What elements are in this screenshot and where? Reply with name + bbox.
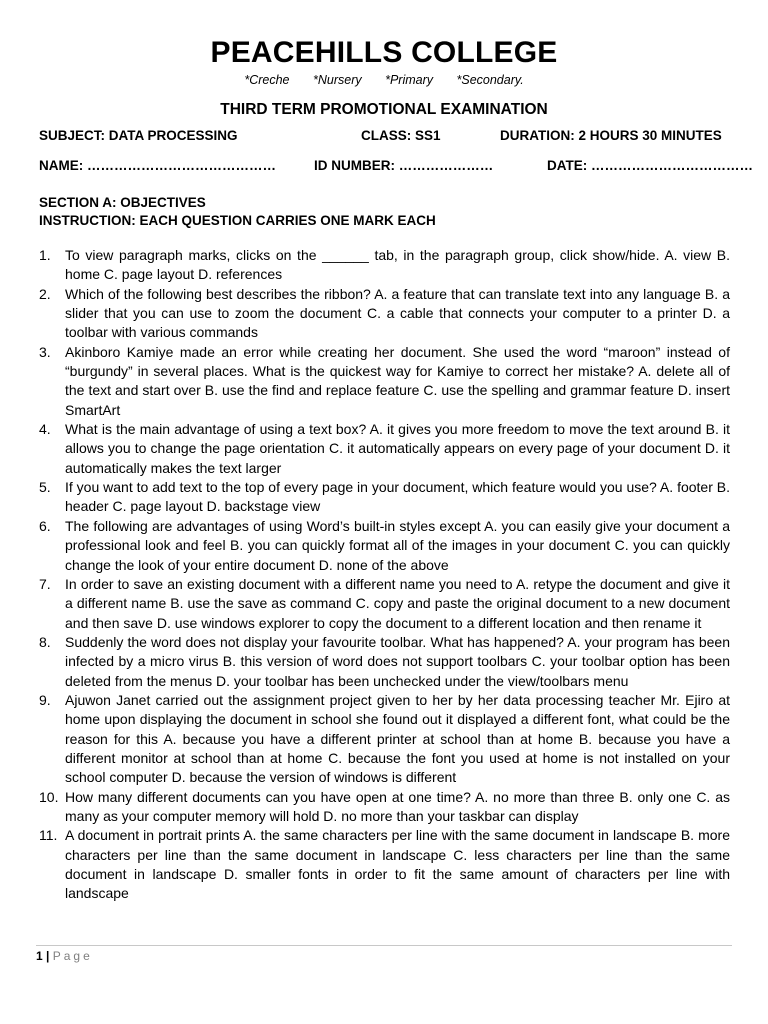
college-name: PEACEHILLS COLLEGE [210,36,558,69]
question-list [39,246,730,904]
question-number: 6. [39,517,51,534]
question-text: The following are advantages of using Word’s built-in styles except A. you can easily give your document a professional look and feel B. you can quickly format all of the images in your document C. you can quickly change the look of your entire document D. none of the above [65,517,730,573]
question-text: If you want to add text to the top of every page in your document, which feature would you use? A. footer B. header C. page layout D. backstage view [65,479,730,515]
question-number: 4. [39,421,51,438]
question-number: 8. [39,633,51,650]
question-number: 2. [39,285,51,302]
section-heading [39,194,436,230]
question-item [39,691,730,788]
date-field: DATE: ……………………………… [547,158,753,173]
page-footer [36,949,93,963]
question-item [39,575,730,633]
question-item [39,246,730,285]
page-label: Page [52,949,93,963]
question-text: To view paragraph marks, clicks on the ______ tab, in the paragraph group, click show/hide. A. view B. home C. page layout D. references [65,247,730,283]
level-nursery: *Nursery [312,73,362,87]
subject-label: SUBJECT: DATA PROCESSING [39,128,238,143]
question-text: Ajuwon Janet carried out the assignment project given to her by her data processing teacher Mr. Ejiro at home upon displaying the document in school she found out it displayed a different font, what could be the reason for this A. because you have a different printer at school than at home B. because you have a different monitor at school than at home C. because the font you used at home is not installed on your school computer D. because the version of windows is different [65,691,730,786]
page-number: 1 [36,949,43,963]
question-item [39,420,730,478]
level-secondary: *Secondary. [456,73,524,87]
section-title: SECTION A: OBJECTIVES [39,195,206,210]
question-text: What is the main advantage of using a text box? A. it gives you more freedom to move the text around B. it allows you to change the page orientation C. it automatically appears on every page of your document D. it automatically makes the text larger [65,421,730,476]
question-text: In order to save an existing document with a different name you need to A. retype the document and give it a different name B. use the save as command C. copy and paste the original document to a new document and then save D. use windows explorer to copy the document to a different location and then rename it [65,575,730,631]
question-text: Suddenly the word does not display your favourite toolbar. What has happened? A. your program has been infected by a micro virus B. this version of word does not support toolbars C. your toolbar option has been deleted from the menus D. your toolbar has been unchecked under the view/toolbars menu [65,633,730,689]
question-number: 9. [39,691,51,708]
question-number: 1. [39,247,51,263]
section-instruction: INSTRUCTION: EACH QUESTION CARRIES ONE MARK EACH [39,213,436,228]
footer-separator: | [46,949,50,963]
question-number: 10. [39,788,59,805]
level-primary: *Primary [385,73,434,87]
footer-divider [36,945,732,946]
school-levels [0,73,768,87]
question-item [39,285,730,343]
id-number-field: ID NUMBER: ………………… [314,158,494,173]
question-item [39,826,730,903]
question-number: 3. [39,343,51,360]
level-creche: *Creche [244,73,290,87]
question-text: A document in portrait prints A. the same characters per line with the same document in landscape B. more characters per line than the same document in landscape C. less characters per line than the same document in landscape D. smaller fonts in order to fit the same amount of characters per line with landscape [65,827,730,902]
question-number: 11. [39,827,58,844]
question-item [39,517,730,575]
question-item [39,788,730,827]
question-number: 5. [39,479,51,496]
question-text: Akinboro Kamiye made an error while creating her document. She used the word “maroon” instead of “burgundy” in several places. What is the quickest way for Kamiye to correct her mistake? A. delete all of the text and start over B. use the find and replace feature C. use the spelling and grammar feature D. insert SmartArt [65,343,730,418]
class-label: CLASS: SS1 [361,128,441,143]
exam-title: THIRD TERM PROMOTIONAL EXAMINATION [220,101,548,118]
name-field: NAME: …………………………………… [39,158,276,173]
question-item [39,478,730,517]
question-number: 7. [39,575,51,592]
question-item [39,343,730,420]
question-item [39,633,730,691]
question-text: Which of the following best describes the ribbon? A. a feature that can translate text into any language B. a slider that you can use to zoom the document C. a cable that connects your computer to a printer D. a toolbar with various commands [65,285,730,341]
duration-label: DURATION: 2 HOURS 30 MINUTES [500,128,722,143]
question-text: How many different documents can you have open at one time? A. no more than three B. only one C. as many as your computer memory will hold D. no more than your taskbar can display [65,788,730,824]
